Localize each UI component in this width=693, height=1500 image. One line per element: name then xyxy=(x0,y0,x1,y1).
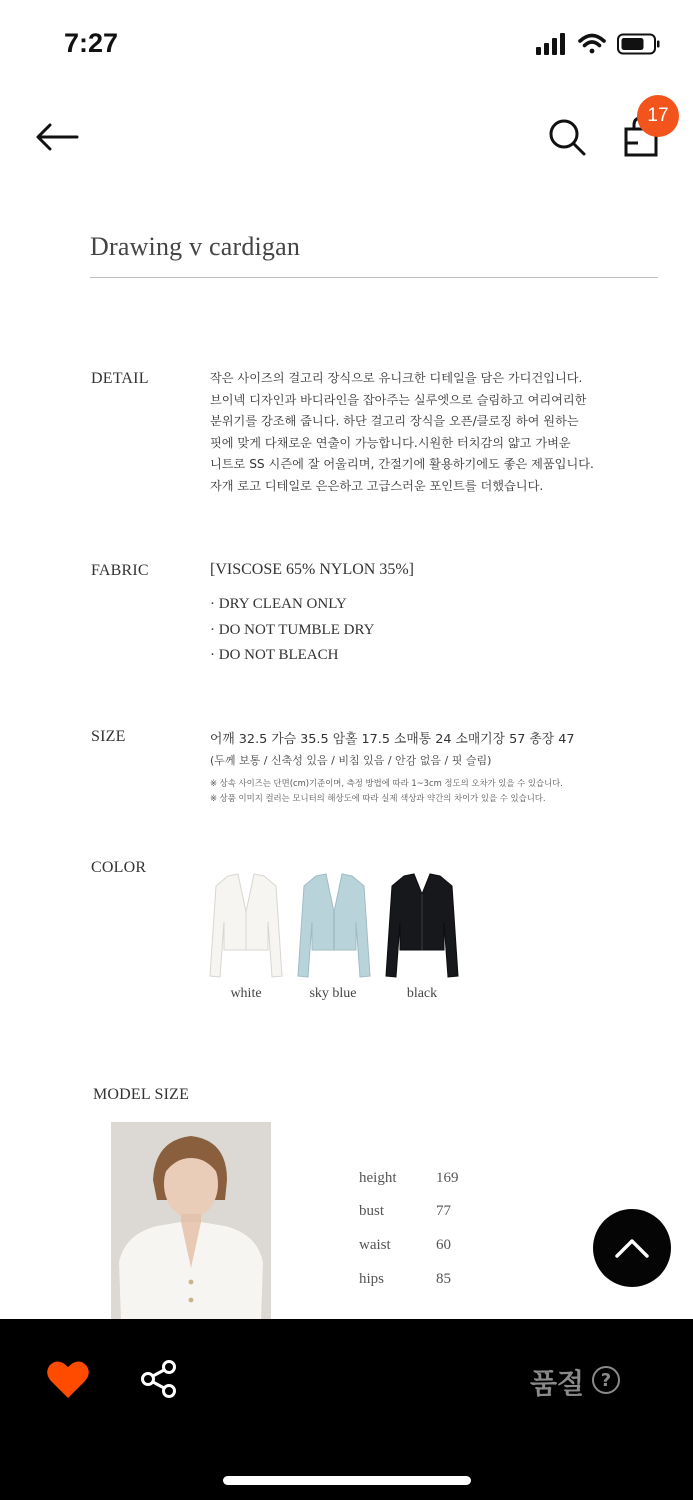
color-swatch-black[interactable] xyxy=(382,872,462,982)
care-item: · DO NOT TUMBLE DRY xyxy=(210,621,375,638)
color-swatch-sky-blue[interactable] xyxy=(294,872,374,982)
model-measure-label: waist xyxy=(359,1237,391,1253)
size-measurements: 어깨 32.5 가슴 35.5 암홀 17.5 소매통 24 소매기장 57 총장 47 xyxy=(210,732,575,747)
color-swatch-white[interactable] xyxy=(206,872,286,982)
size-note: ※ 상속 사이즈는 단면(cm)기준이며, 측정 방법에 따라 1~3cm 정도의 오차가 있을 수 있습니다. xyxy=(210,778,563,788)
scroll-to-top-button[interactable] xyxy=(593,1209,671,1287)
color-label: COLOR xyxy=(91,859,147,876)
back-button[interactable] xyxy=(30,112,84,162)
model-measure-label: bust xyxy=(359,1203,385,1219)
search-icon xyxy=(547,117,587,157)
size-label: SIZE xyxy=(91,728,126,745)
detail-line: 브이넥 디자인과 바디라인을 잡아주는 실루엣으로 슬림하고 여리여리한 xyxy=(210,392,587,407)
fabric-label: FABRIC xyxy=(91,562,149,579)
signal-icon xyxy=(536,33,565,55)
detail-line: 니트로 SS 시즌에 잘 어울리며, 간절기에 활용하기에도 좋은 제품입니다. xyxy=(210,457,594,472)
wifi-icon xyxy=(580,36,604,54)
fabric-composition: [VISCOSE 65% NYLON 35%] xyxy=(210,561,414,578)
care-item: · DO NOT BLEACH xyxy=(210,647,339,663)
share-icon[interactable] xyxy=(139,1359,179,1399)
model-photo xyxy=(111,1122,271,1320)
detail-label: DETAIL xyxy=(91,370,149,387)
model-size-label: MODEL SIZE xyxy=(93,1086,190,1103)
detail-line: 자개 로고 디테일로 은은하고 고급스러운 포인트를 더했습니다. xyxy=(210,478,544,493)
care-item: · DRY CLEAN ONLY xyxy=(210,596,347,612)
model-measure-label: hips xyxy=(359,1271,385,1287)
model-measure-value: 77 xyxy=(436,1203,451,1219)
color-name: sky blue xyxy=(309,986,357,1001)
divider xyxy=(90,277,658,278)
color-name: black xyxy=(406,986,438,1001)
battery-icon xyxy=(618,35,660,54)
status-icons xyxy=(534,30,664,58)
model-measure-value: 169 xyxy=(436,1170,459,1186)
detail-line: 작은 사이즈의 걸고리 장식으로 유니크한 디테일을 담은 가디건입니다. xyxy=(210,371,583,385)
size-attributes: (두께 보통 / 신축성 있음 / 비침 있음 / 안감 없음 / 핏 슬림) xyxy=(210,754,492,767)
chevron-up-icon xyxy=(614,1236,650,1260)
heart-icon[interactable] xyxy=(46,1358,90,1400)
status-time: 7:27 xyxy=(64,28,119,58)
model-measure-value: 60 xyxy=(436,1237,451,1253)
detail-line: 분위기를 강조해 줍니다. 하단 걸고리 장식을 오픈/클로징 하여 원하는 xyxy=(210,414,579,429)
search-button[interactable] xyxy=(542,112,592,162)
cart-count-badge: 17 xyxy=(637,95,679,137)
size-note: ※ 상품 이미지 컬러는 모니터의 해상도에 따라 실제 색상과 약간의 차이가 있을 수 있습니다. xyxy=(210,793,546,803)
product-title: Drawing v cardigan xyxy=(90,232,301,261)
model-measure-label: height xyxy=(359,1170,397,1186)
detail-line: 핏에 맞게 다채로운 연출이 가능합니다.시원한 터치감의 얇고 가벼운 xyxy=(210,435,571,450)
detail-description xyxy=(210,368,594,498)
sold-out-label: 품절 xyxy=(530,1367,585,1400)
arrow-left-icon xyxy=(35,122,79,152)
color-name: white xyxy=(230,986,262,1001)
model-measure-value: 85 xyxy=(436,1271,451,1287)
care-instructions xyxy=(210,592,374,669)
home-indicator xyxy=(223,1476,471,1485)
help-icon[interactable]: ? xyxy=(592,1366,620,1394)
bottom-action-bar xyxy=(0,1319,693,1500)
